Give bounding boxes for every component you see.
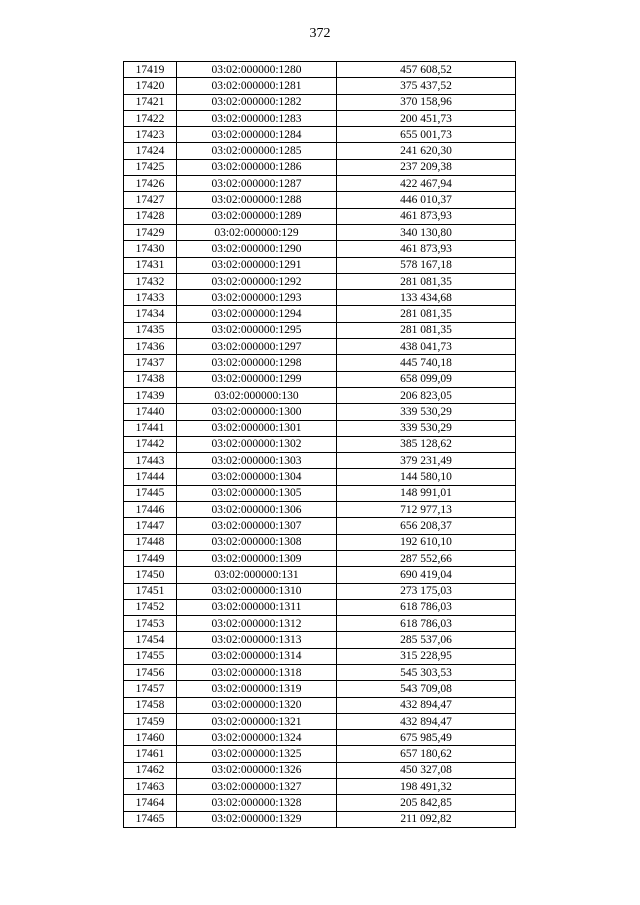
cadastral-number-cell: 03:02:000000:1326	[177, 762, 337, 778]
cadastral-value-cell: 461 873,93	[337, 208, 516, 224]
table-row	[124, 110, 516, 126]
cadastral-value-cell: 315 228,95	[337, 648, 516, 664]
row-number-cell: 17462	[124, 762, 177, 778]
row-number-cell: 17451	[124, 583, 177, 599]
cadastral-number-cell: 03:02:000000:1307	[177, 518, 337, 534]
table-row	[124, 681, 516, 697]
cadastral-value-cell: 618 786,03	[337, 616, 516, 632]
table-row	[124, 339, 516, 355]
table-row	[124, 583, 516, 599]
row-number-cell: 17428	[124, 208, 177, 224]
cadastral-value-cell: 206 823,05	[337, 387, 516, 403]
cadastral-number-cell: 03:02:000000:130	[177, 387, 337, 403]
cadastral-number-cell: 03:02:000000:1299	[177, 371, 337, 387]
cadastral-number-cell: 03:02:000000:1305	[177, 485, 337, 501]
cadastral-value-cell: 379 231,49	[337, 453, 516, 469]
row-number-cell: 17423	[124, 127, 177, 143]
cadastral-number-cell: 03:02:000000:1287	[177, 176, 337, 192]
table-row	[124, 485, 516, 501]
table-row	[124, 273, 516, 289]
table-row	[124, 632, 516, 648]
table-row	[124, 567, 516, 583]
table-row	[124, 241, 516, 257]
cadastral-value-cell: 543 709,08	[337, 681, 516, 697]
cadastral-value-cell: 438 041,73	[337, 339, 516, 355]
cadastral-number-cell: 03:02:000000:1289	[177, 208, 337, 224]
cadastral-number-cell: 03:02:000000:1324	[177, 730, 337, 746]
table-row	[124, 502, 516, 518]
row-number-cell: 17445	[124, 485, 177, 501]
row-number-cell: 17447	[124, 518, 177, 534]
cadastral-number-cell: 03:02:000000:1309	[177, 550, 337, 566]
cadastral-number-cell: 03:02:000000:1295	[177, 322, 337, 338]
table-row	[124, 176, 516, 192]
row-number-cell: 17449	[124, 550, 177, 566]
cadastral-value-cell: 422 467,94	[337, 176, 516, 192]
cadastral-value-cell: 281 081,35	[337, 322, 516, 338]
cadastral-number-cell: 03:02:000000:1318	[177, 664, 337, 680]
row-number-cell: 17437	[124, 355, 177, 371]
table-row	[124, 387, 516, 403]
cadastral-number-cell: 03:02:000000:1284	[177, 127, 337, 143]
cadastral-value-cell: 148 991,01	[337, 485, 516, 501]
cadastral-number-cell: 03:02:000000:1290	[177, 241, 337, 257]
table-row	[124, 322, 516, 338]
cadastral-number-cell: 03:02:000000:1291	[177, 257, 337, 273]
cadastral-number-cell: 03:02:000000:1292	[177, 273, 337, 289]
cadastral-number-cell: 03:02:000000:1327	[177, 779, 337, 795]
cadastral-value-cell: 287 552,66	[337, 550, 516, 566]
cadastral-value-cell: 675 985,49	[337, 730, 516, 746]
row-number-cell: 17442	[124, 436, 177, 452]
cadastral-number-cell: 03:02:000000:1308	[177, 534, 337, 550]
row-number-cell: 17427	[124, 192, 177, 208]
table-row	[124, 159, 516, 175]
cadastral-value-cell: 192 610,10	[337, 534, 516, 550]
row-number-cell: 17426	[124, 176, 177, 192]
table-row	[124, 664, 516, 680]
table-row	[124, 436, 516, 452]
cadastral-value-cell: 370 158,96	[337, 94, 516, 110]
row-number-cell: 17425	[124, 159, 177, 175]
cadastral-value-cell: 285 537,06	[337, 632, 516, 648]
row-number-cell: 17431	[124, 257, 177, 273]
row-number-cell: 17463	[124, 779, 177, 795]
cadastral-number-cell: 03:02:000000:1286	[177, 159, 337, 175]
table-row	[124, 811, 516, 827]
cadastral-number-cell: 03:02:000000:129	[177, 224, 337, 240]
cadastral-value-cell: 690 419,04	[337, 567, 516, 583]
table-row	[124, 616, 516, 632]
cadastral-value-cell: 457 608,52	[337, 62, 516, 78]
row-number-cell: 17436	[124, 339, 177, 355]
row-number-cell: 17456	[124, 664, 177, 680]
cadastral-value-cell: 656 208,37	[337, 518, 516, 534]
cadastral-number-cell: 03:02:000000:1297	[177, 339, 337, 355]
cadastral-value-cell: 339 530,29	[337, 404, 516, 420]
table-row	[124, 795, 516, 811]
table-row	[124, 550, 516, 566]
table-row	[124, 208, 516, 224]
cadastral-value-cell: 655 001,73	[337, 127, 516, 143]
cadastral-number-cell: 03:02:000000:1285	[177, 143, 337, 159]
cadastral-number-cell: 03:02:000000:1280	[177, 62, 337, 78]
table-row	[124, 779, 516, 795]
row-number-cell: 17430	[124, 241, 177, 257]
cadastral-number-cell: 03:02:000000:1302	[177, 436, 337, 452]
row-number-cell: 17420	[124, 78, 177, 94]
cadastral-value-cell: 241 620,30	[337, 143, 516, 159]
row-number-cell: 17424	[124, 143, 177, 159]
row-number-cell: 17450	[124, 567, 177, 583]
row-number-cell: 17419	[124, 62, 177, 78]
row-number-cell: 17464	[124, 795, 177, 811]
row-number-cell: 17440	[124, 404, 177, 420]
cadastral-number-cell: 03:02:000000:1281	[177, 78, 337, 94]
table-row	[124, 730, 516, 746]
cadastral-value-cell: 385 128,62	[337, 436, 516, 452]
row-number-cell: 17422	[124, 110, 177, 126]
cadastral-number-cell: 03:02:000000:1304	[177, 469, 337, 485]
cadastral-number-cell: 03:02:000000:1300	[177, 404, 337, 420]
row-number-cell: 17429	[124, 224, 177, 240]
table-row	[124, 94, 516, 110]
cadastral-value-cell: 133 434,68	[337, 290, 516, 306]
cadastral-number-cell: 03:02:000000:1301	[177, 420, 337, 436]
cadastral-value-table	[123, 61, 516, 828]
cadastral-number-cell: 03:02:000000:1329	[177, 811, 337, 827]
cadastral-number-cell: 03:02:000000:1306	[177, 502, 337, 518]
cadastral-number-cell: 03:02:000000:1319	[177, 681, 337, 697]
cadastral-value-cell: 375 437,52	[337, 78, 516, 94]
table-row	[124, 355, 516, 371]
row-number-cell: 17459	[124, 713, 177, 729]
cadastral-number-cell: 03:02:000000:1311	[177, 599, 337, 615]
row-number-cell: 17439	[124, 387, 177, 403]
cadastral-value-cell: 200 451,73	[337, 110, 516, 126]
cadastral-number-cell: 03:02:000000:1288	[177, 192, 337, 208]
row-number-cell: 17434	[124, 306, 177, 322]
cadastral-value-cell: 281 081,35	[337, 306, 516, 322]
cadastral-value-cell: 445 740,18	[337, 355, 516, 371]
cadastral-value-cell: 712 977,13	[337, 502, 516, 518]
row-number-cell: 17458	[124, 697, 177, 713]
table-row	[124, 306, 516, 322]
cadastral-number-cell: 03:02:000000:1303	[177, 453, 337, 469]
cadastral-value-cell: 578 167,18	[337, 257, 516, 273]
table-row	[124, 746, 516, 762]
table-row	[124, 518, 516, 534]
row-number-cell: 17421	[124, 94, 177, 110]
row-number-cell: 17444	[124, 469, 177, 485]
table-row	[124, 453, 516, 469]
row-number-cell: 17454	[124, 632, 177, 648]
cadastral-value-cell: 657 180,62	[337, 746, 516, 762]
cadastral-number-cell: 03:02:000000:1320	[177, 697, 337, 713]
cadastral-value-cell: 461 873,93	[337, 241, 516, 257]
cadastral-value-cell: 273 175,03	[337, 583, 516, 599]
cadastral-value-cell: 340 130,80	[337, 224, 516, 240]
row-number-cell: 17453	[124, 616, 177, 632]
cadastral-value-cell: 450 327,08	[337, 762, 516, 778]
cadastral-number-cell: 03:02:000000:1325	[177, 746, 337, 762]
cadastral-value-cell: 545 303,53	[337, 664, 516, 680]
cadastral-number-cell: 03:02:000000:1313	[177, 632, 337, 648]
cadastral-value-cell: 281 081,35	[337, 273, 516, 289]
table-row	[124, 78, 516, 94]
cadastral-value-cell: 432 894,47	[337, 697, 516, 713]
cadastral-number-cell: 03:02:000000:1314	[177, 648, 337, 664]
cadastral-number-cell: 03:02:000000:131	[177, 567, 337, 583]
row-number-cell: 17460	[124, 730, 177, 746]
cadastral-number-cell: 03:02:000000:1310	[177, 583, 337, 599]
row-number-cell: 17455	[124, 648, 177, 664]
row-number-cell: 17448	[124, 534, 177, 550]
row-number-cell: 17438	[124, 371, 177, 387]
cadastral-value-cell: 198 491,32	[337, 779, 516, 795]
table-row	[124, 534, 516, 550]
table-row	[124, 713, 516, 729]
table-row	[124, 371, 516, 387]
table-row	[124, 648, 516, 664]
cadastral-value-cell: 339 530,29	[337, 420, 516, 436]
cadastral-number-cell: 03:02:000000:1298	[177, 355, 337, 371]
table-row	[124, 192, 516, 208]
cadastral-number-cell: 03:02:000000:1283	[177, 110, 337, 126]
row-number-cell: 17461	[124, 746, 177, 762]
table-row	[124, 599, 516, 615]
table-row	[124, 257, 516, 273]
table-row	[124, 469, 516, 485]
row-number-cell: 17432	[124, 273, 177, 289]
row-number-cell: 17446	[124, 502, 177, 518]
table-row	[124, 290, 516, 306]
row-number-cell: 17443	[124, 453, 177, 469]
table-row	[124, 404, 516, 420]
cadastral-number-cell: 03:02:000000:1312	[177, 616, 337, 632]
page-number: 372	[309, 26, 331, 41]
cadastral-value-cell: 205 842,85	[337, 795, 516, 811]
table-row	[124, 143, 516, 159]
row-number-cell: 17452	[124, 599, 177, 615]
table-row	[124, 762, 516, 778]
cadastral-number-cell: 03:02:000000:1282	[177, 94, 337, 110]
table-row	[124, 697, 516, 713]
row-number-cell: 17465	[124, 811, 177, 827]
cadastral-value-cell: 618 786,03	[337, 599, 516, 615]
cadastral-number-cell: 03:02:000000:1328	[177, 795, 337, 811]
cadastral-value-cell: 432 894,47	[337, 713, 516, 729]
row-number-cell: 17433	[124, 290, 177, 306]
cadastral-value-cell: 446 010,37	[337, 192, 516, 208]
cadastral-value-cell: 237 209,38	[337, 159, 516, 175]
row-number-cell: 17457	[124, 681, 177, 697]
table-row	[124, 127, 516, 143]
cadastral-number-cell: 03:02:000000:1293	[177, 290, 337, 306]
cadastral-number-cell: 03:02:000000:1294	[177, 306, 337, 322]
cadastral-value-cell: 658 099,09	[337, 371, 516, 387]
table-row	[124, 62, 516, 78]
cadastral-value-cell: 211 092,82	[337, 811, 516, 827]
cadastral-value-cell: 144 580,10	[337, 469, 516, 485]
row-number-cell: 17435	[124, 322, 177, 338]
table-row	[124, 224, 516, 240]
row-number-cell: 17441	[124, 420, 177, 436]
cadastral-number-cell: 03:02:000000:1321	[177, 713, 337, 729]
table-row	[124, 420, 516, 436]
